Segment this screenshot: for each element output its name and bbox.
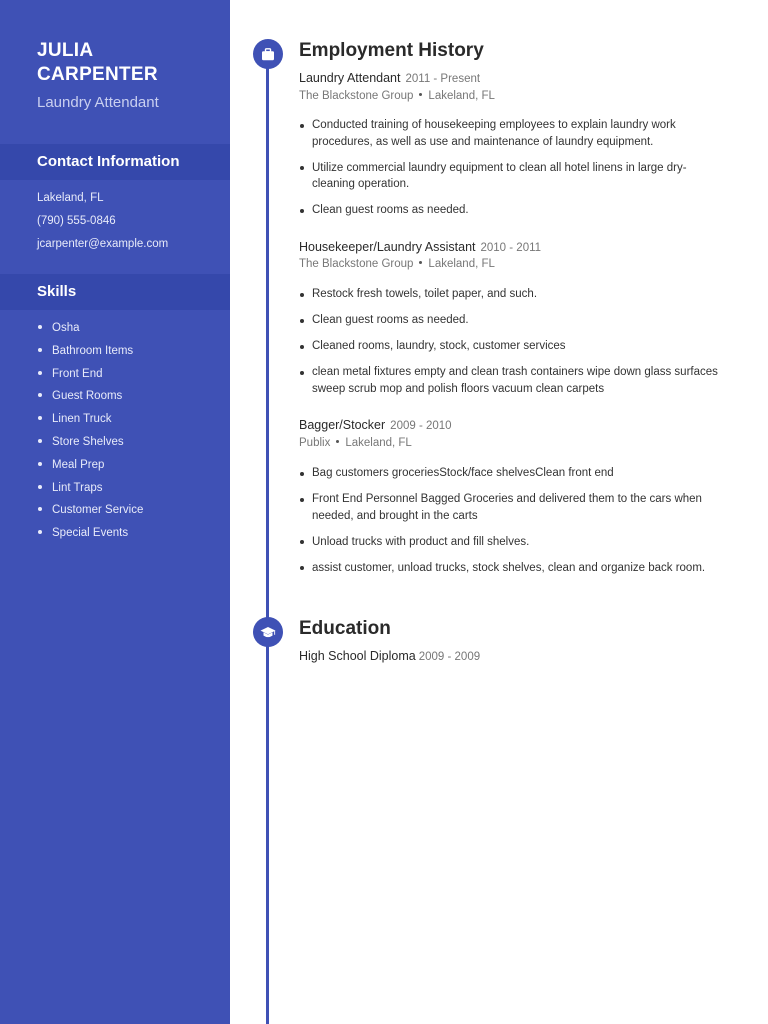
skill-item: Store Shelves: [37, 433, 143, 456]
contact-phone: (790) 555-0846: [37, 215, 116, 227]
job-dates: 2011 - Present: [405, 73, 481, 85]
job-bullets: [299, 465, 729, 586]
job-meta: [299, 258, 495, 270]
job-bullet: Conducted training of housekeeping employees to explain laundry work procedures, as well as use and maintenance of laundry equipment.: [299, 117, 729, 150]
job-title-line: [299, 418, 452, 432]
education-heading: Education: [299, 618, 391, 639]
education-dates: 2009 - 2009: [418, 651, 481, 663]
job-bullet: Front End Personnel Bagged Groceries and delivered them to the cars when needed, and brought in the carts: [299, 491, 729, 524]
job-meta: [299, 90, 495, 102]
job-bullets: [299, 286, 729, 407]
candidate-role: Laundry Attendant: [37, 94, 159, 111]
job-title: Housekeeper/Laundry Assistant: [299, 240, 476, 254]
job-location: Lakeland, FL: [428, 90, 495, 102]
job-dates: 2009 - 2010: [390, 420, 452, 432]
education-degree: High School Diploma: [299, 649, 416, 663]
education-entry: [299, 649, 480, 663]
job-location: Lakeland, FL: [428, 258, 495, 270]
job-bullet: Unload trucks with product and fill shelves.: [299, 534, 729, 551]
job-company: Publix: [299, 437, 331, 449]
job-meta: [299, 437, 412, 449]
meta-separator: [336, 440, 339, 443]
job-company: The Blackstone Group: [299, 90, 414, 102]
skill-item: Meal Prep: [37, 456, 143, 479]
meta-separator: [419, 93, 422, 96]
first-name: JULIA: [37, 40, 94, 61]
employment-heading: Employment History: [299, 40, 484, 61]
skill-item: Bathroom Items: [37, 342, 143, 365]
skill-item: Osha: [37, 319, 143, 342]
skill-item: Front End: [37, 365, 143, 388]
sidebar: [0, 0, 230, 1024]
skill-item: Special Events: [37, 524, 143, 547]
skill-item: Linen Truck: [37, 410, 143, 433]
job-title: Bagger/Stocker: [299, 418, 386, 432]
contact-heading: Contact Information: [0, 144, 230, 180]
briefcase-icon: [253, 39, 283, 69]
last-name: CARPENTER: [37, 64, 158, 85]
job-location: Lakeland, FL: [345, 437, 412, 449]
skills-list: [37, 319, 143, 547]
job-bullets: [299, 117, 729, 228]
skill-item: Guest Rooms: [37, 387, 143, 410]
job-company: The Blackstone Group: [299, 258, 414, 270]
job-bullet: Clean guest rooms as needed.: [299, 312, 729, 329]
skills-heading: Skills: [0, 274, 230, 310]
job-bullet: clean metal fixtures empty and clean trash containers wipe down glass surfaces sweep scrub mop and polish floors vacuum clean carpets: [299, 364, 729, 397]
job-bullet: assist customer, unload trucks, stock shelves, clean and organize back room.: [299, 560, 729, 577]
job-title: Laundry Attendant: [299, 71, 401, 85]
job-bullet: Bag customers groceriesStock/face shelvesClean front end: [299, 465, 729, 482]
job-dates: 2010 - 2011: [480, 242, 542, 254]
graduation-cap-icon: [253, 617, 283, 647]
contact-list: [37, 188, 168, 257]
contact-email: jcarpenter@example.com: [37, 238, 169, 250]
contact-location: Lakeland, FL: [37, 192, 104, 204]
timeline-line: [266, 56, 269, 1024]
candidate-name: [37, 39, 217, 87]
skill-item: Lint Traps: [37, 479, 143, 502]
job-bullet: Utilize commercial laundry equipment to clean all hotel linens in large dry-cleaning operation.: [299, 160, 729, 193]
meta-separator: [419, 261, 422, 264]
job-bullet: Clean guest rooms as needed.: [299, 202, 729, 219]
job-title-line: [299, 240, 541, 254]
job-title-line: [299, 71, 480, 85]
job-bullet: Restock fresh towels, toilet paper, and such.: [299, 286, 729, 303]
skill-item: Customer Service: [37, 501, 143, 524]
job-bullet: Cleaned rooms, laundry, stock, customer services: [299, 338, 729, 355]
